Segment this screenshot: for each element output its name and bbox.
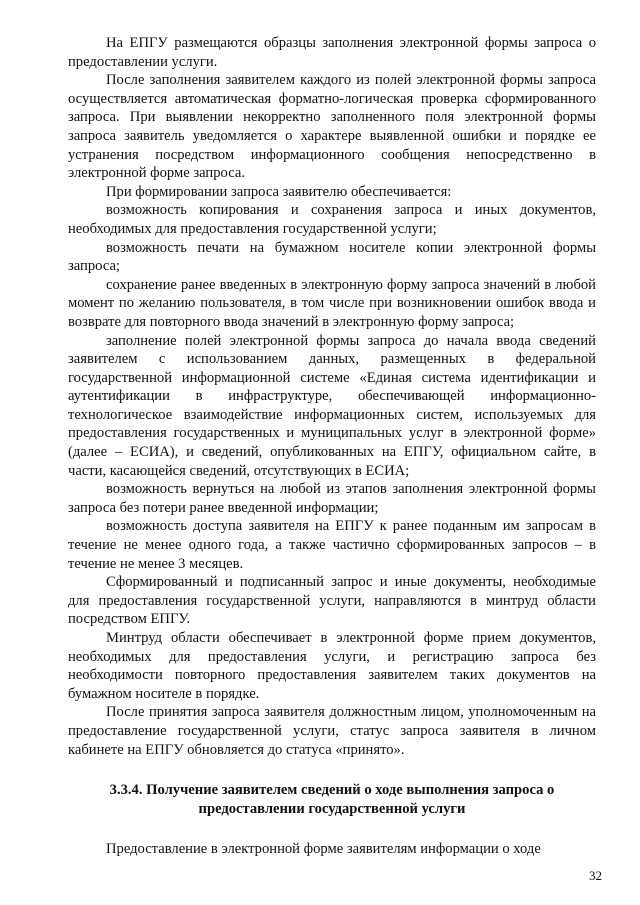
list-item: сохранение ранее введенных в электронную форму запроса значений в любой момент по желанию пользователя, в том числе при возникновении ошибок ввода и возврате для повторного ввода значений в электронную форму запроса; (68, 276, 596, 330)
paragraph: На ЕПГУ размещаются образцы заполнения электронной формы запроса о предоставлении услуги. (68, 35, 596, 70)
list-item: возможность вернуться на любой из этапов заполнения электронной формы запроса без потери ранее введенной информации; (68, 481, 596, 516)
document-page (68, 34, 596, 859)
list-item: возможность печати на бумажном носителе копии электронной формы запроса; (68, 239, 596, 275)
paragraph: После принятия запроса заявителя должностным лицом, уполномоченным на предоставление государственной услуги, статус запроса заявителя в личном кабинете на ЕПГУ обновляется до статуса «принято». (68, 704, 596, 758)
paragraph: При формировании запроса заявителю обеспечивается: (106, 183, 452, 200)
list-item: заполнение полей электронной формы запроса до начала ввода сведений заявителем с использованием данных, размещенных в федеральной государственной информационной системе «Единая система идентификации и аутентификации в инфраструктуре, обеспечивающей информационно-технологическое взаимодействие информационных систем, используемых для предоставления государственных и муниципальных услуг в электронной форме» (далее – ЕСИА), и сведений, опубликованных на ЕПГУ, официальном сайте, в части, касающейся сведений, отсутствующих в ЕСИА; (68, 332, 596, 479)
paragraph: После заполнения заявителем каждого из полей электронной формы запроса осуществляется автоматическая форматно-логическая проверка сформированного запроса. При выявлении некорректно заполненного поля электронной формы запроса заявитель уведомляется о характере выявленной ошибки и порядке ее устранения посредством информационного сообщения непосредственно в электронной форме запроса. (68, 72, 596, 182)
page-number: 32 (589, 868, 602, 883)
paragraph: Предоставление в электронной форме заявителям информации о ходе (106, 841, 541, 858)
list-item: возможность копирования и сохранения запроса и иных документов, необходимых для предоставления государственной услуги; (68, 202, 596, 237)
paragraph: Сформированный и подписанный запрос и иные документы, необходимые для предоставления государственной услуги, направляются в минтруд области посредством ЕПГУ. (68, 574, 596, 628)
list-item: возможность доступа заявителя на ЕПГУ к ранее поданным им запросам в течение не менее одного года, а также частично сформированных запросов – в течение не менее 3 месяцев. (68, 518, 596, 572)
paragraph: Минтруд области обеспечивает в электронной форме прием документов, необходимых для предоставления услуги, и регистрацию запроса без необходимости повторного предоставления заявителем таких документов на бумажном носителе в порядке. (68, 630, 596, 702)
section-heading: 3.3.4. Получение заявителем сведений о ходе выполнения запроса о предоставлении государственной услуги (109, 782, 555, 817)
